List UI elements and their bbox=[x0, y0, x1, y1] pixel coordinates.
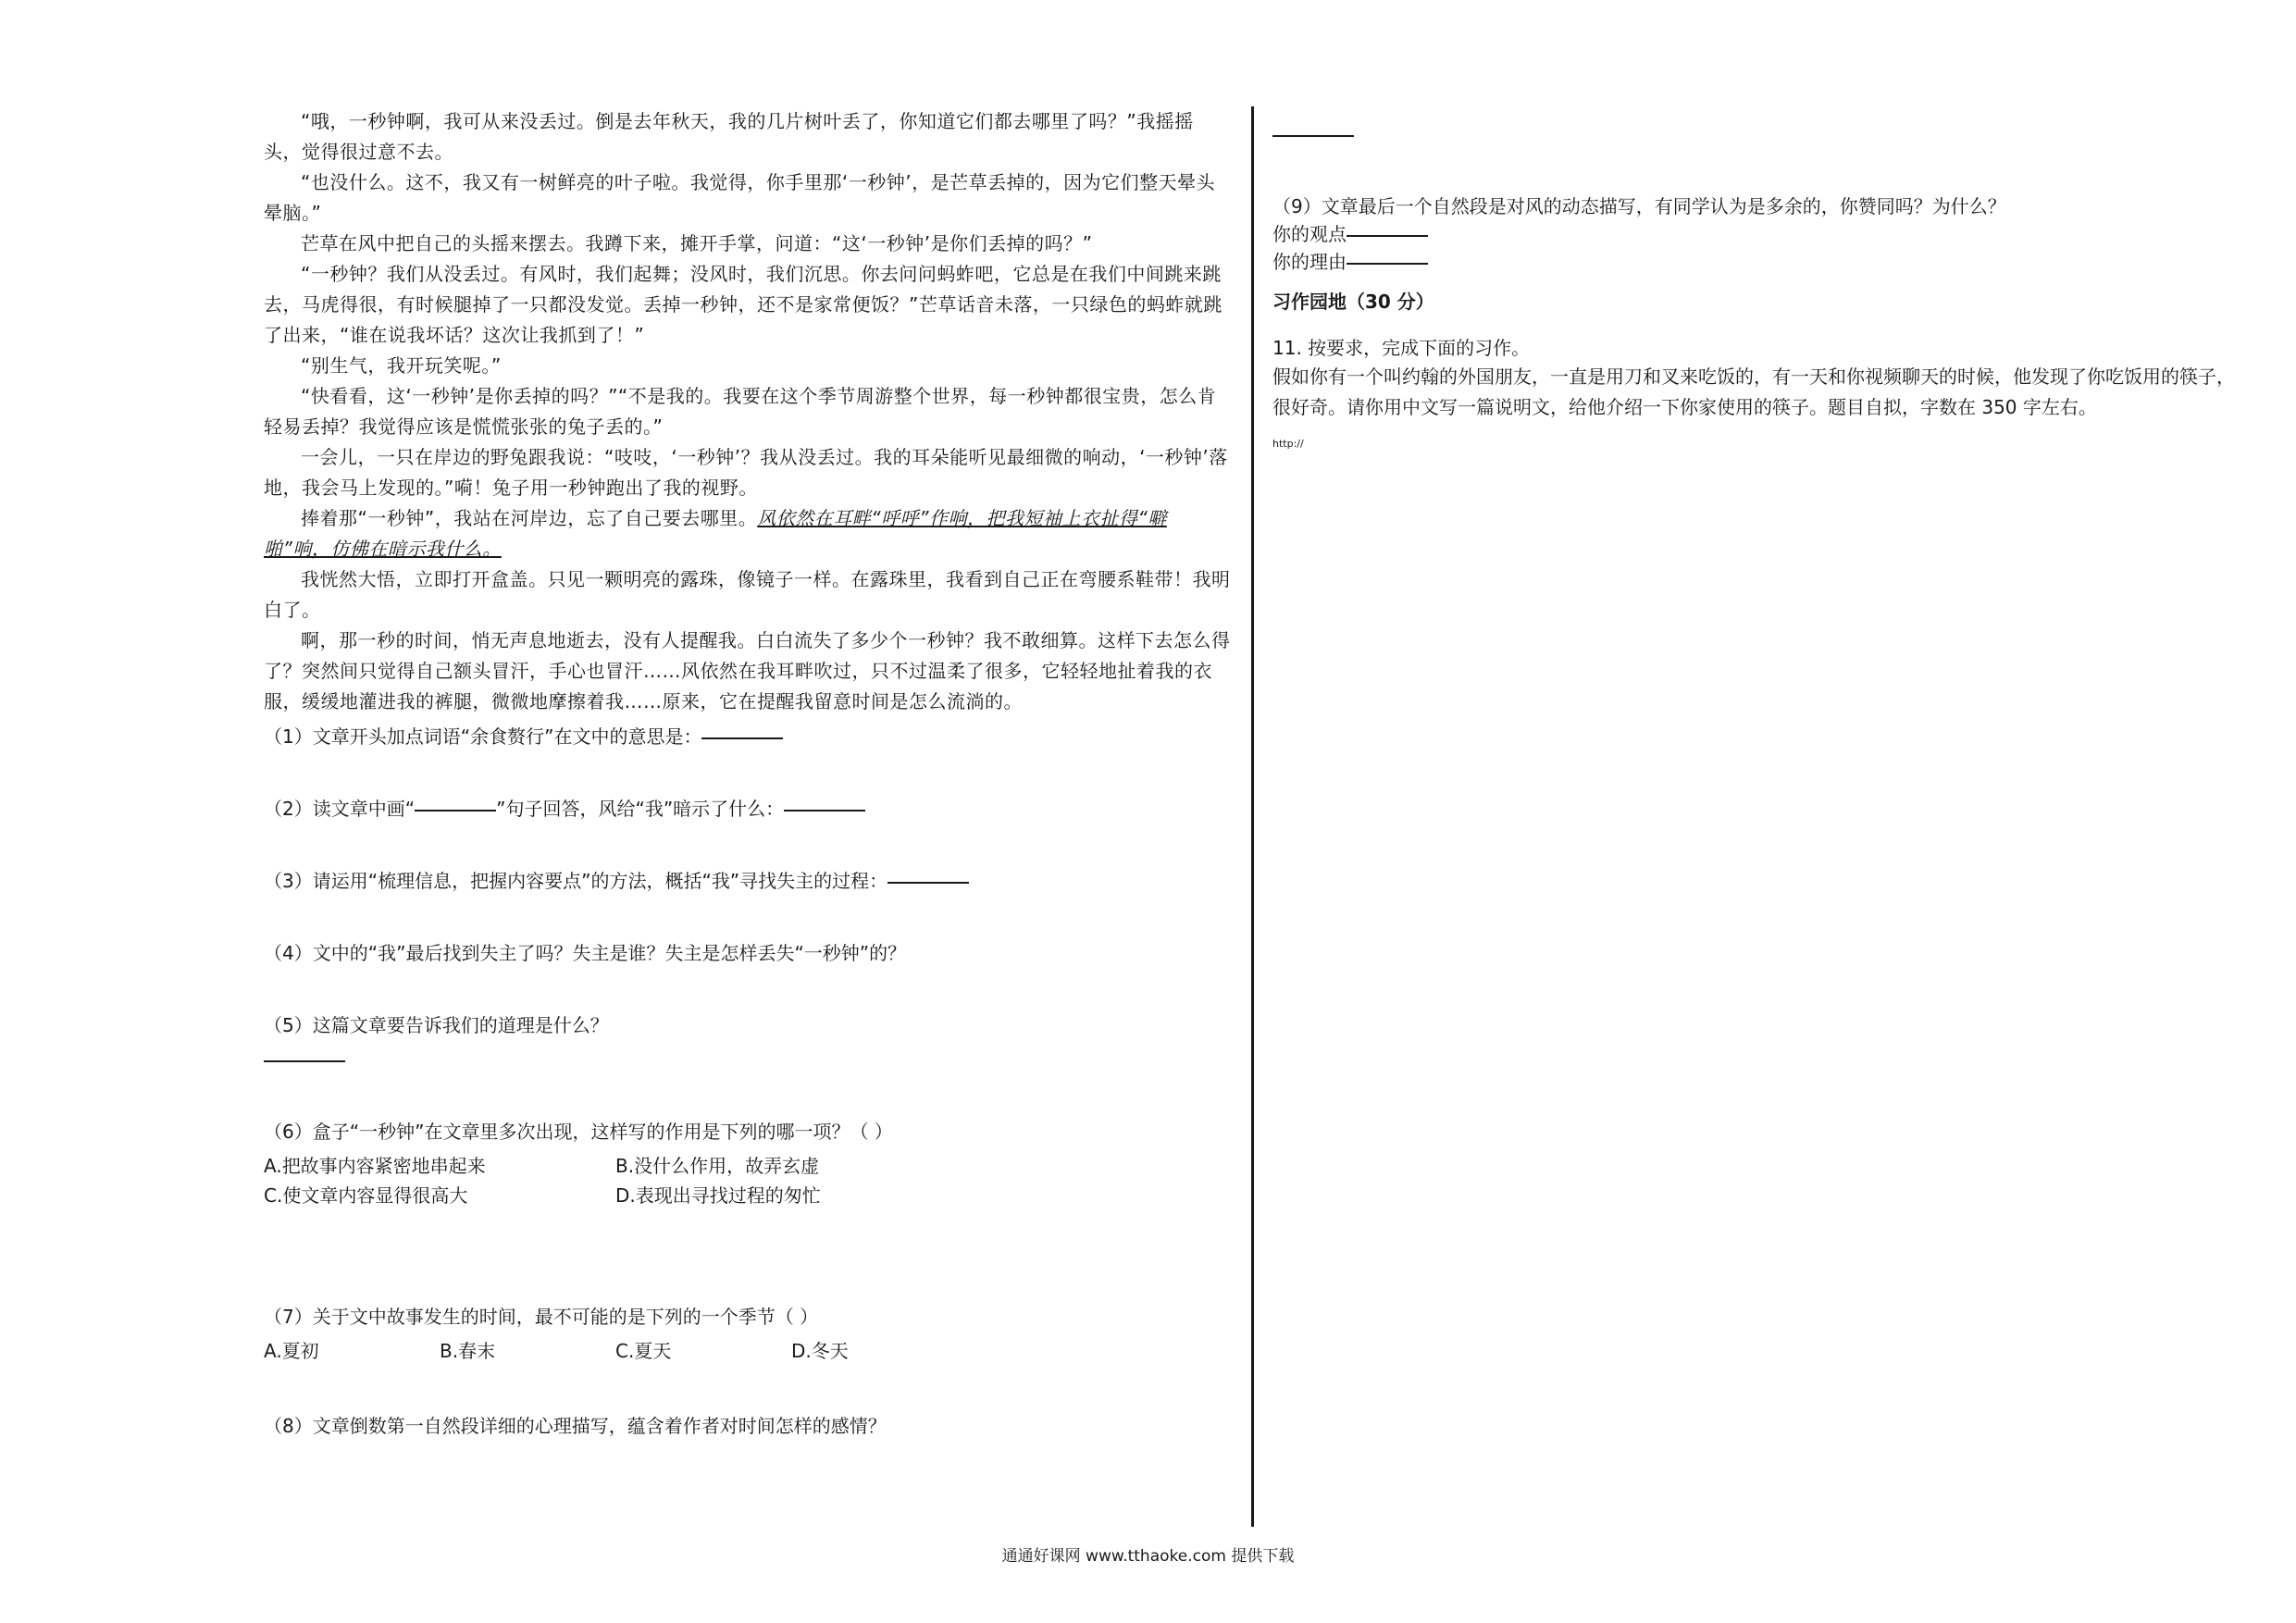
story-paragraph: 我恍然大悟，立即打开盒盖。只见一颗明亮的露珠，像镜子一样。在露珠里，我看到自己正在弯腰系鞋带！我明白了。 bbox=[264, 568, 1231, 621]
question-3 bbox=[264, 867, 1231, 895]
column-divider bbox=[1251, 106, 1254, 1527]
question-text: （9）文章最后一个自然段是对风的动态描写，有同学认为是多余的，你赞同吗？为什么？ bbox=[1272, 195, 2006, 217]
question-text: （5）这篇文章要告诉我们的道理是什么？ bbox=[264, 1014, 609, 1036]
question-2 bbox=[264, 795, 1231, 823]
option-c[interactable]: C.夏天 bbox=[615, 1340, 672, 1362]
story-paragraph: “别生气，我开玩笑呢。” bbox=[301, 354, 502, 377]
question-text: （2）读文章中画“ bbox=[264, 798, 416, 820]
question-text: ”句子回答，风给“我”暗示了什么： bbox=[496, 798, 785, 820]
reason-label: 你的理由 bbox=[1272, 251, 1347, 273]
question-text: （7）关于文中故事发生的时间，最不可能的是下列的一个季节（ ） bbox=[264, 1306, 819, 1328]
question-6 bbox=[264, 1118, 1231, 1210]
question-9 bbox=[1272, 192, 2235, 276]
option-d[interactable]: D.冬天 bbox=[791, 1340, 849, 1362]
options bbox=[264, 1336, 1231, 1366]
option-a[interactable]: A.夏初 bbox=[264, 1340, 319, 1362]
story-paragraph: 啊，那一秒的时间，悄无声息地逝去，没有人提醒我。白白流失了多少个一秒钟？我不敢细算。这样下去怎么得了？突然间只觉得自己额头冒汗，手心也冒汗……风依然在我耳畔吹过，只不过温柔了很多，它轻轻地扯着我的衣服，缓缓地灌进我的裤腿，微微地摩擦着我……原来，它在提醒我留意时间是怎么流淌的。 bbox=[264, 629, 1231, 712]
option-b[interactable]: B.春末 bbox=[440, 1340, 496, 1362]
answer-blank[interactable] bbox=[1347, 262, 1428, 265]
option-b[interactable]: B.没什么作用，故弄玄虚 bbox=[615, 1155, 820, 1177]
question-5 bbox=[264, 1011, 1231, 1062]
answer-blank[interactable] bbox=[1347, 234, 1428, 237]
answer-blank[interactable] bbox=[264, 1059, 345, 1062]
question-7 bbox=[264, 1303, 1231, 1366]
story-paragraph-underlined bbox=[264, 503, 1231, 564]
story-paragraph: “哦，一秒钟啊，我可从来没丢过。倒是去年秋天，我的几片树叶丢了，你知道它们都去哪里了吗？”我摇摇头，觉得很过意不去。 bbox=[264, 110, 1194, 163]
question-text: （1）文章开头加点词语“余食赘行”在文中的意思是： bbox=[264, 725, 702, 748]
question-4 bbox=[264, 939, 1231, 967]
story-paragraph: “一秒钟？我们从没丢过。有风时，我们起舞；没风时，我们沉思。你去问问蚂蚱吧，它总是在我们中间跳来跳去，马虎得很，有时候腿掉了一只都没发觉。丢掉一秒钟，还不是家常便饭？”芒草话音未落，一只绿色的蚂蚱就跳了出来，“谁在说我坏话？这次让我抓到了！” bbox=[264, 263, 1222, 346]
answer-blank[interactable] bbox=[415, 809, 496, 812]
right-column bbox=[1272, 106, 2235, 460]
option-d[interactable]: D.表现出寻找过程的匆忙 bbox=[615, 1184, 821, 1207]
story-paragraph: 一会儿，一只在岸边的野兔跟我说：“吱吱，‘一秒钟’？我从没丢过。我的耳朵能听见最细微的响动，‘一秒钟’落地，我会马上发现的。”嗬！兔子用一秒钟跑出了我的视野。 bbox=[264, 446, 1228, 499]
option-c[interactable]: C.使文章内容显得很高大 bbox=[264, 1184, 468, 1207]
question-text: （8）文章倒数第一自然段详细的心理描写，蕴含着作者对时间怎样的感情？ bbox=[264, 1415, 887, 1437]
story-paragraph: “也没什么。这不，我又有一树鲜亮的叶子啦。我觉得，你手里那‘一秒钟’，是芒草丢掉的，因为它们整天晕头晕脑。” bbox=[264, 171, 1216, 224]
question-text: （3）请运用“梳理信息，把握内容要点”的方法，概括“我”寻找失主的过程： bbox=[264, 870, 888, 892]
question-1 bbox=[264, 723, 1231, 750]
story-paragraph: 芒草在风中把自己的头摇来摆去。我蹲下来，摊开手掌，问道：“这‘一秒钟’是你们丢掉的吗？” bbox=[301, 232, 1093, 254]
option-a[interactable]: A.把故事内容紧密地串起来 bbox=[264, 1155, 486, 1177]
question-text: （6）盒子“一秒钟”在文章里多次出现，这样写的作用是下列的哪一项？（ ） bbox=[264, 1121, 893, 1143]
answer-blank[interactable] bbox=[1272, 134, 1354, 137]
story-paragraph: “快看看，这‘一秒钟’是你丢掉的吗？”“不是我的。我要在这个季节周游整个世界，每一秒钟都很宝贵，怎么肯轻易丢掉？我觉得应该是慌慌张张的兔子丢的。” bbox=[264, 385, 1217, 438]
question-8 bbox=[264, 1412, 1231, 1440]
page-footer: 通通好课网 www.tthaoke.com 提供下载 bbox=[1001, 1547, 1295, 1566]
view-label: 你的观点 bbox=[1272, 223, 1347, 245]
options bbox=[264, 1151, 1231, 1210]
answer-blank[interactable] bbox=[784, 809, 865, 812]
question-11-body: 假如你有一个叫约翰的外国朋友，一直是用刀和叉来吃饭的，有一天和你视频聊天的时候，他发现了你吃饭用的筷子，很好奇。请你用中文写一篇说明文，给他介绍一下你家使用的筷子。题目自拟，字数在 350 字左右。 bbox=[1272, 365, 2235, 418]
answer-blank[interactable] bbox=[887, 881, 969, 884]
underlined-sentence: 风依然在耳畔“呼呼”作响，把我短袖上衣扯得“噼啪”响，仿佛在暗示我什么。 bbox=[264, 507, 1167, 560]
left-column bbox=[264, 106, 1231, 1440]
story-text bbox=[264, 106, 1231, 717]
question-text: （4）文中的“我”最后找到失主了吗？失主是谁？失主是怎样丢失“一秒钟”的？ bbox=[264, 942, 907, 964]
paragraph-start: 捧着那“一秒钟”，我站在河岸边，忘了自己要去哪里。 bbox=[301, 507, 758, 529]
section-heading: 习作园地（30 分） bbox=[1272, 291, 1434, 313]
small-text: http:// bbox=[1272, 438, 1304, 450]
writing-section bbox=[1272, 287, 2235, 450]
answer-blank[interactable] bbox=[701, 737, 783, 739]
question-11-title: 11. 按要求，完成下面的习作。 bbox=[1272, 337, 1531, 359]
